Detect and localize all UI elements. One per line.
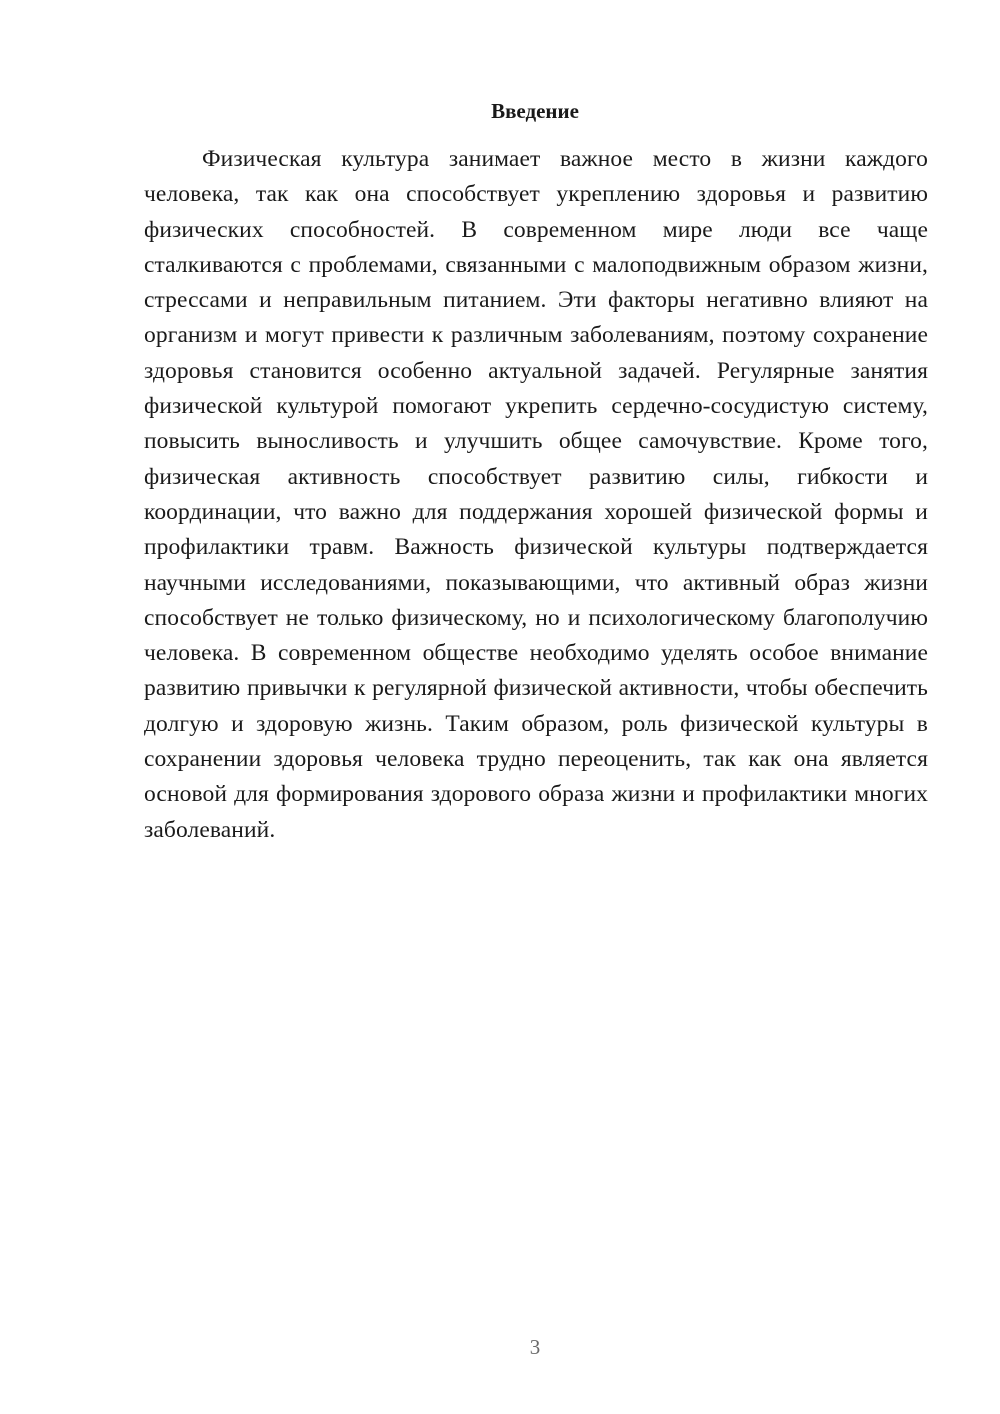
body-paragraph: Физическая культура занимает важное место в жизни каждого человека, так как она способствует укреплению здоровья и развитию физических способностей. В современном мире люди все чаще сталкиваются с проблемами, связанными с малоподвижным образом жизни, стрессами и неправильным питанием. Эти факторы негативно влияют на организм и могут привести к различным заболеваниям, поэтому сохранение здоровья становится особенно актуальной задачей. Регулярные занятия физической культурой помогают укрепить сердечно-сосудистую систему, повысить выносливость и улучшить общее самочувствие. Кроме того, физическая активность способствует развитию силы, гибкости и координации, что важно для поддержания хорошей физической формы и профилактики травм. Важность физической культуры подтверждается научными исследованиями, показывающими, что активный образ жизни способствует не только физическому, но и психологическому благополучию человека. В современном обществе необходимо уделять особое внимание развитию привычки к регулярной физической активности, чтобы обеспечить долгую и здоровую жизнь. Таким образом, роль физической культуры в сохранении здоровья человека трудно переоценить, так как она является основой для формирования здорового образа жизни и профилактики многих заболеваний. bbox=[144, 146, 928, 843]
page-number: 3 bbox=[529, 1335, 541, 1359]
section-heading: Введение bbox=[491, 99, 579, 123]
